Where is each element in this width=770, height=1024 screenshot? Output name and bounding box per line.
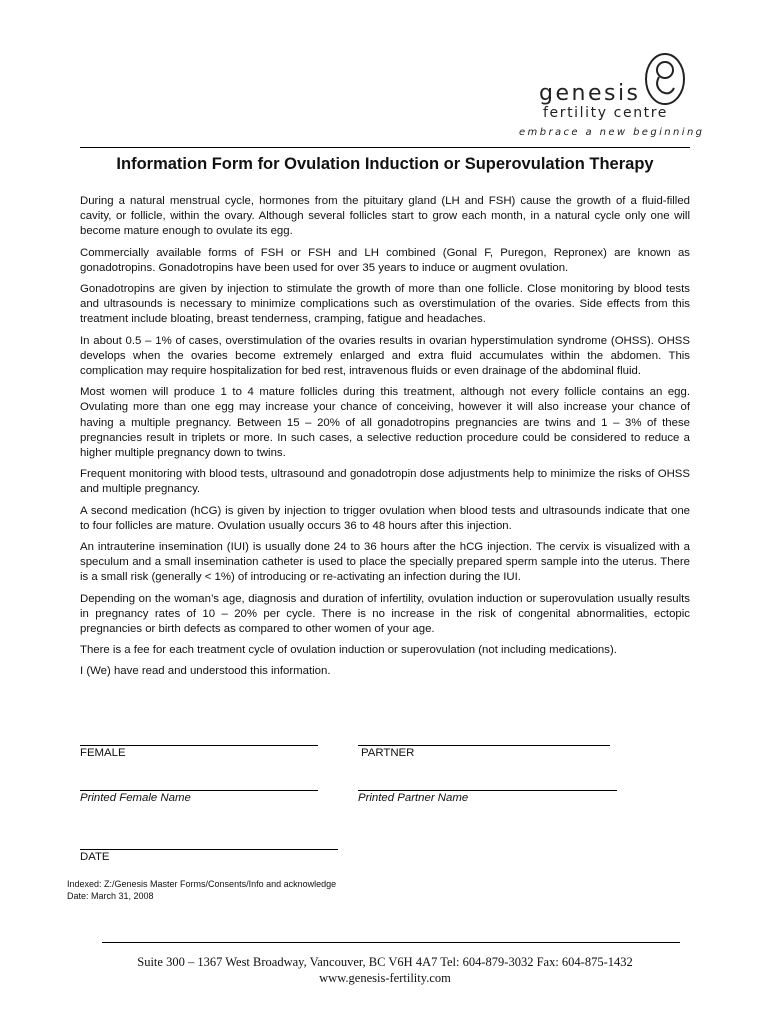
printed-female-name-line[interactable] xyxy=(80,778,318,791)
footer-address: Suite 300 – 1367 West Broadway, Vancouver, BC V6H 4A7 Tel: 604-879-3032 Fax: 604-875-1432 xyxy=(137,955,633,969)
indexed-path: Indexed: Z:/Genesis Master Forms/Consents/Info and acknowledge xyxy=(67,879,337,889)
partner-signature-line[interactable] xyxy=(358,733,610,746)
document-body xyxy=(80,194,690,686)
logo-subtitle: fertility centre xyxy=(543,105,669,121)
date-field[interactable] xyxy=(80,837,338,863)
paragraph: A second medication (hCG) is given by injection to trigger ovulation when blood tests and ultrasounds indicate that one to four follicles are mature. Ovulation usually occurs 36 to 48 hours after this injection. xyxy=(80,504,690,532)
paragraph: Frequent monitoring with blood tests, ultrasound and gonadotropin dose adjustments help to minimize the risks of OHSS and multiple pregnancy. xyxy=(80,468,690,496)
logo-name: genesis xyxy=(539,81,641,106)
paragraph: There is a fee for each treatment cycle of ovulation induction or superovulation (not including medications). xyxy=(80,644,617,657)
paragraph: Gonadotropins are given by injection to stimulate the growth of more than one follicle. Close monitoring by blood tests and ultrasounds is necessary to minimize complications such as overstimulation of the ovaries. Side effects from this treatment include bloating, breast tenderness, cramping, fatigue and headaches. xyxy=(80,283,690,326)
document-meta xyxy=(67,878,336,902)
paragraph: I (We) have read and understood this information. xyxy=(80,665,331,678)
paragraph: During a natural menstrual cycle, hormones from the pituitary gland (LH and FSH) cause the growth of a fluid-filled cavity, or follicle, within the ovary. Although several follicles start to grow each month, in a natural cycle only one will become mature enough to ovulate its egg. xyxy=(80,195,690,238)
genesis-logo-mark-icon xyxy=(642,50,688,106)
date-label: DATE xyxy=(80,851,110,863)
printed-partner-name-line[interactable] xyxy=(358,778,617,791)
female-label: FEMALE xyxy=(80,747,126,759)
female-signature-line[interactable] xyxy=(80,733,318,746)
footer-divider xyxy=(102,942,680,943)
genesis-logo xyxy=(515,50,705,145)
printed-female-name-field[interactable] xyxy=(80,778,318,804)
document-title: Information Form for Ovulation Induction or Superovulation Therapy xyxy=(116,155,654,173)
printed-partner-name-field[interactable] xyxy=(358,778,617,804)
paragraph: In about 0.5 – 1% of cases, overstimulation of the ovaries results in ovarian hyperstimulation syndrome (OHSS). OHSS develops when the ovaries become extremely enlarged and extra fluid accumulates within the abdomen. This complication may require hospitalization for bed rest, intravenous fluids or even drainage of the abdominal fluid. xyxy=(80,334,690,378)
female-signature-field[interactable] xyxy=(80,733,318,759)
partner-label: PARTNER xyxy=(361,747,415,759)
printed-female-name-label: Printed Female Name xyxy=(80,792,191,804)
printed-partner-name-label: Printed Partner Name xyxy=(358,792,469,804)
paragraph: Commercially available forms of FSH or FSH and LH combined (Gonal F, Puregon, Repronex) are known as gonadotropins. Gonadotropins have been used for over 35 years to induce or augment ovulation. xyxy=(80,246,690,274)
logo-tagline: embrace a new beginning xyxy=(519,127,705,138)
header-divider xyxy=(80,147,690,148)
partner-signature-field[interactable] xyxy=(358,733,610,759)
revision-date: Date: March 31, 2008 xyxy=(67,891,154,901)
paragraph: An intrauterine insemination (IUI) is usually done 24 to 36 hours after the hCG injection. The cervix is visualized with a speculum and a small insemination catheter is used to place the specially prepared sperm sample into the uterus. There is a small risk (generally < 1%) of introducing or re-activating an infection during the IUI. xyxy=(80,541,690,584)
paragraph: Most women will produce 1 to 4 mature follicles during this treatment, although not every follicle contains an egg. Ovulating more than one egg may increase your chance of conceiving, however it will also increase your chance of having a multiple pregnancy. Between 15 – 20% of all gonadotropins pregnancies are twins and 1 – 3% of these pregnancies result in triplets or more. In such cases, a selective reduction procedure could be considered to reduce a higher multiple pregnancy down to twins. xyxy=(80,386,690,460)
paragraph: Depending on the woman’s age, diagnosis and duration of infertility, ovulation induction or superovulation usually results in pregnancy rates of 10 – 20% per cycle. There is no increase in the risk of congenital abnormalities, ectopic pregnancies or birth defects as compared to other women of your age. xyxy=(80,592,690,636)
date-line[interactable] xyxy=(80,837,338,850)
footer xyxy=(80,954,690,986)
footer-website[interactable]: www.genesis-fertility.com xyxy=(319,971,451,985)
